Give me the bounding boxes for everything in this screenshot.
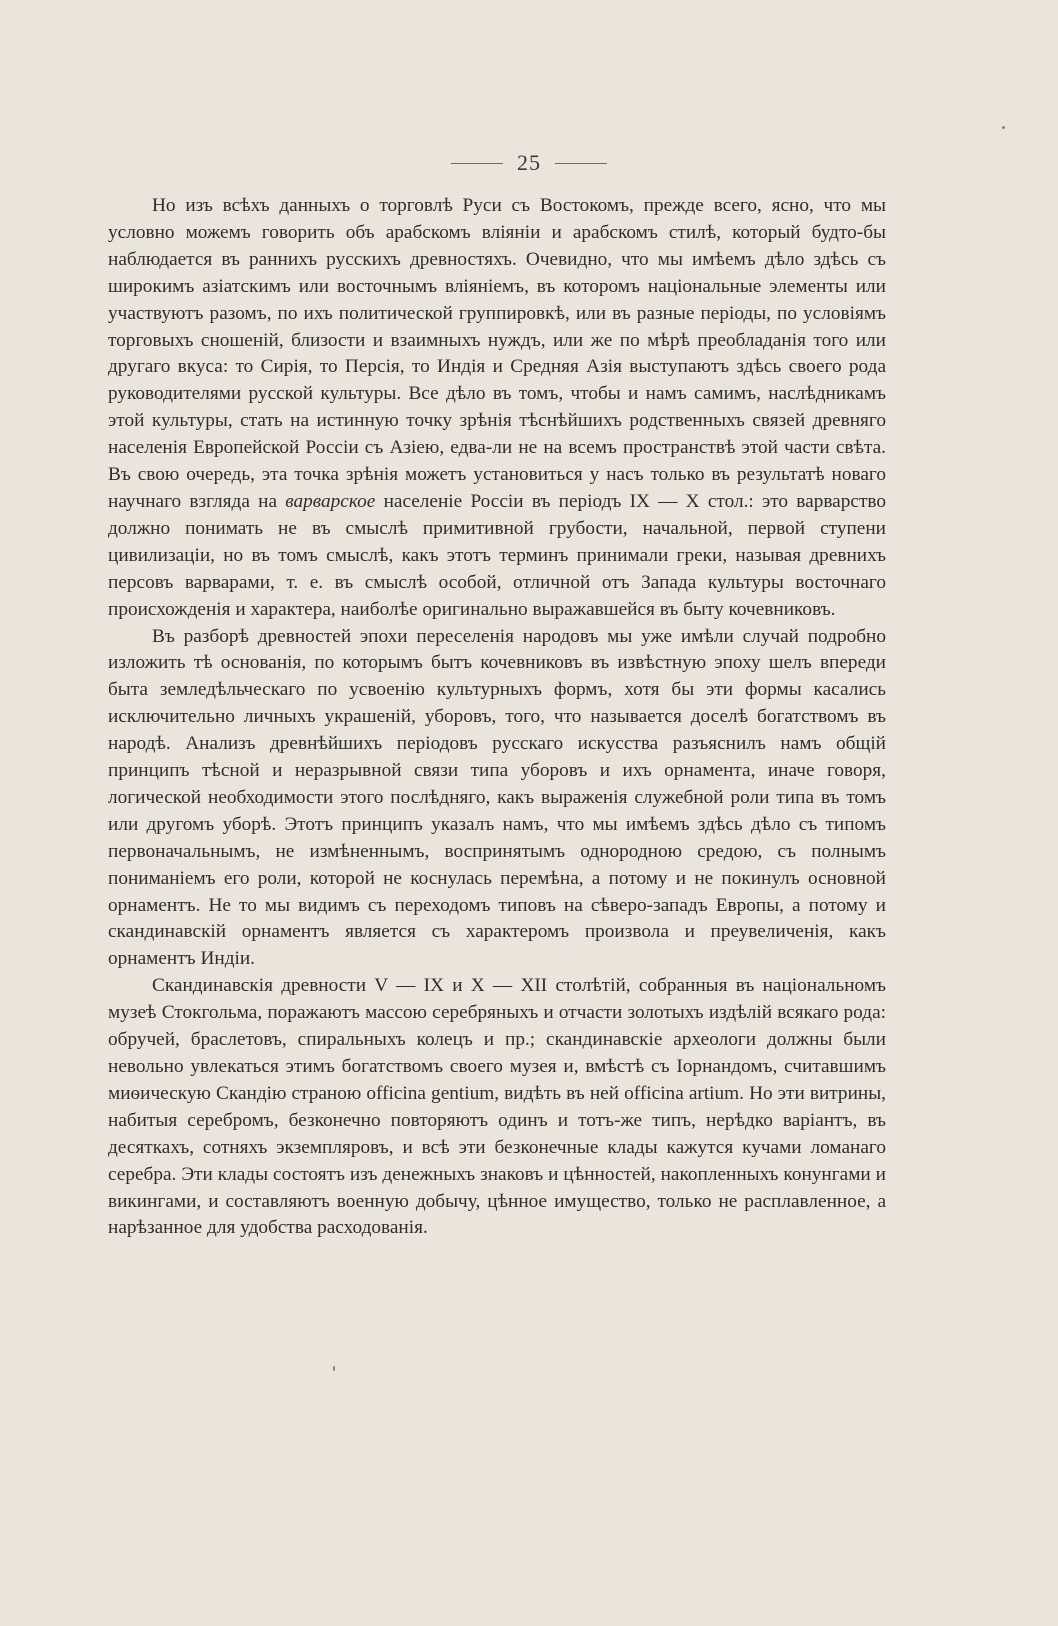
paper-speck [1002, 126, 1005, 129]
paragraph-1-text-before-italic: Но изъ всѣхъ данныхъ о торговлѣ Руси съ Востокомъ, прежде всего, ясно, что мы условно можемъ говорить объ арабскомъ вліяніи и арабскомъ стилѣ, который будто-бы наблюдается въ раннихъ русскихъ древностяхъ. Очевидно, что мы имѣемъ дѣло здѣсь съ широкимъ азіатскимъ или восточнымъ вліяніемъ, въ которомъ національные элементы или участвуютъ разомъ, по ихъ политической группировкѣ, или въ разные періоды, по условіямъ торговыхъ сношеній, близости и взаимныхъ нуждъ, или же по мѣрѣ преобладанія того или другаго вкуса: то Сирія, то Персія, то Индія и Средняя Азія выступаютъ здѣсь своего рода руководителями русской культуры. Все дѣло въ томъ, чтобы и намъ самимъ, наслѣдникамъ этой культуры, стать на истинную точку зрѣнія тѣснѣйшихъ родственныхъ связей древняго населенія Европейской Россіи съ Азіею, едва-ли не на всемъ пространствѣ этой части свѣта. Въ свою очередь, эта точка зрѣнія можетъ установиться у насъ только въ результатѣ новаго научнаго взгляда на [108, 195, 886, 512]
paragraph-1-text-after-italic: населеніе Россіи въ періодъ IX — X стол.: это варварство должно понимать не въ смыслѣ примитивной грубости, начальной, первой ступени цивилизаціи, но въ томъ смыслѣ, какъ этотъ терминъ принимали греки, называя древнихъ персовъ варварами, т. е. въ смыслѣ особой, отличной отъ Запада культуры восточнаго происхожденія и характера, наиболѣе оригинально выражавшейся въ быту кочевниковъ. [108, 490, 886, 620]
paragraph-2: Въ разборѣ древностей эпохи переселенія народовъ мы уже имѣли случай подробно изложить тѣ основанія, по которымъ бытъ кочевниковъ въ извѣстную эпоху шелъ впереди быта земледѣльческаго по усвоенію культурныхъ формъ, хотя бы эти формы касались исключительно личныхъ украшеній, уборовъ, того, что называется доселѣ богатствомъ въ народѣ. Анализъ древнѣйшихъ періодовъ русскаго искусства разъяснилъ намъ общій принципъ тѣсной и неразрывной связи типа уборовъ и ихъ орнамента, иначе говоря, логической необходимости этого послѣдняго, какъ выраженія служебной роли типа въ томъ или другомъ уборѣ. Этотъ принципъ указалъ намъ, что мы имѣемъ здѣсь дѣло съ типомъ первоначальнымъ, не измѣненнымъ, воспринятымъ однородною средою, съ полнымъ пониманіемъ его роли, которой не коснулась перемѣна, а потому и не покинулъ основной орнаментъ. Не то мы видимъ съ переходомъ типовъ на сѣверо-западъ Европы, а потому и скандинавскій орнаментъ является съ характеромъ произвола и преувеличенія, какъ орнаментъ Индіи. [108, 625, 886, 970]
paragraph-1-italic-word: варварское [285, 490, 376, 512]
left-rule [451, 163, 503, 164]
paragraph-3: Скандинавскія древности V — IX и X — XII столѣтій, собранныя въ національномъ музеѣ Стокгольма, поражаютъ массою серебряныхъ и отчасти золотыхъ издѣлій всякаго рода: обручей, браслетовъ, спиральныхъ колецъ и пр.; скандинавскіе археологи должны были невольно увлекаться этимъ богатствомъ своего музея и, вмѣстѣ съ Іорнандомъ, считавшимъ миѳическую Скандію страною officina gentium, видѣть въ ней officina artium. Но эти витрины, набитыя серебромъ, безконечно повторяютъ одинъ и тотъ-же типъ, нерѣдко варіантъ, въ десяткахъ, сотняхъ экземпляровъ, и всѣ эти безконечные клады кажутся кучами ломанаго серебра. Эти клады состоятъ изъ денежныхъ знаковъ и цѣнностей, накопленныхъ конунгами и викингами, и составляютъ военную добычу, цѣнное имущество, только не расплавленное, а нарѣзанное для удобства расходованія. [108, 975, 886, 1239]
paragraph-1 [108, 193, 886, 624]
body-text [108, 193, 886, 1242]
paper-speck [333, 1366, 335, 1371]
right-rule [555, 163, 607, 164]
page-number: 25 [517, 150, 541, 175]
page-header [0, 150, 1058, 176]
